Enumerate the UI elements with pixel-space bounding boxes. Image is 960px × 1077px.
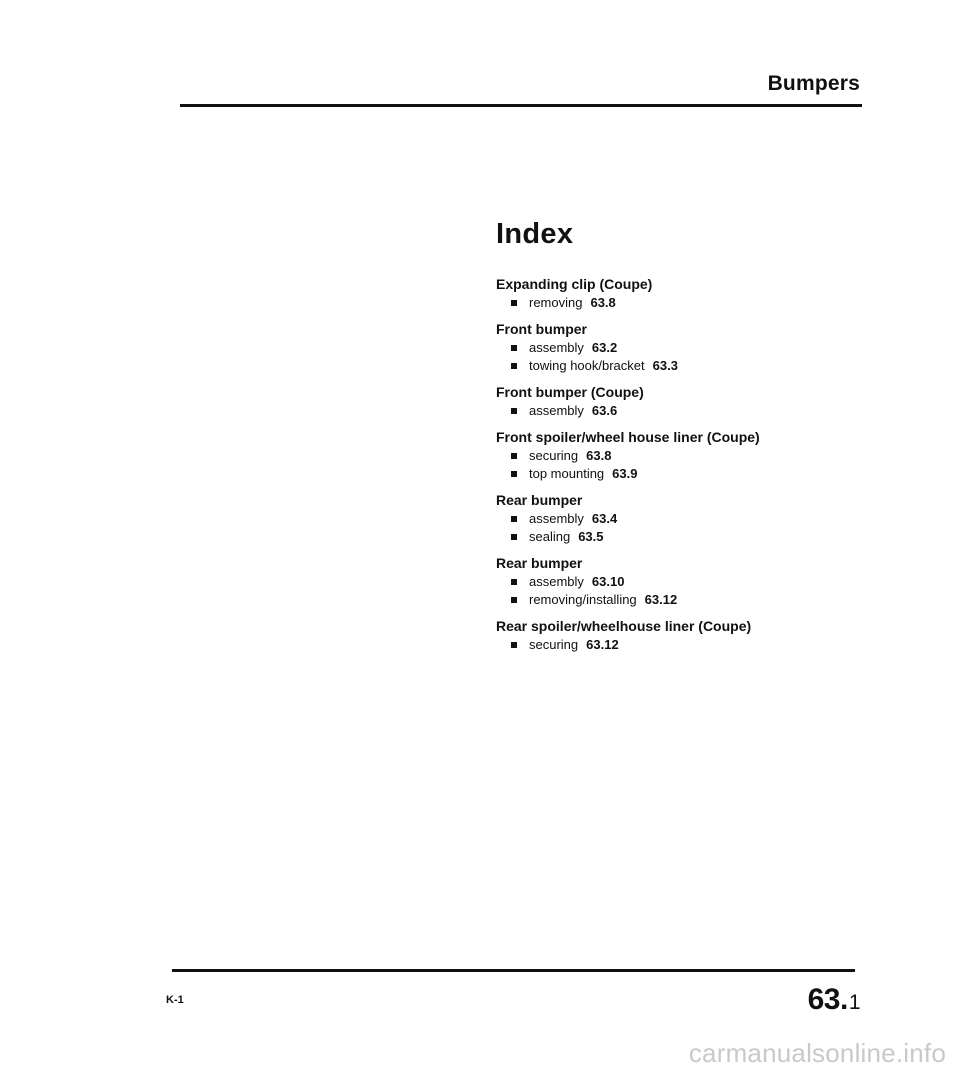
index-sub-list	[496, 402, 876, 420]
index-sub-item	[511, 294, 876, 312]
square-bullet-icon	[511, 345, 517, 351]
index-sub-item-text: towing hook/bracket	[529, 358, 645, 373]
index-sub-item	[511, 447, 876, 465]
index-sub-list	[496, 510, 876, 546]
index-sub-item	[511, 591, 876, 609]
index-sub-list	[496, 339, 876, 375]
index-sub-item	[511, 636, 876, 654]
index-sub-item-text: sealing	[529, 529, 571, 544]
index-page-reference: 63.2	[591, 340, 618, 355]
square-bullet-icon	[511, 516, 517, 522]
index-sub-item	[511, 357, 876, 375]
index-sub-item-text: removing	[529, 295, 583, 310]
index-sub-item-text: top mounting	[529, 466, 605, 481]
index-entry-title: Rear spoiler/wheelhouse liner (Coupe)	[496, 618, 752, 634]
index-sub-item	[511, 402, 876, 420]
index-page-reference: 63.8	[586, 448, 612, 463]
index-sub-item-text: securing	[529, 637, 579, 652]
square-bullet-icon	[511, 300, 517, 306]
index-page-reference: 63.6	[591, 403, 618, 418]
watermark: carmanualsonline.info	[688, 1038, 946, 1068]
index-sub-item	[511, 510, 876, 528]
index-page-reference: 63.12	[644, 592, 678, 607]
index-page-reference: 63.9	[612, 466, 638, 481]
square-bullet-icon	[511, 471, 517, 477]
index-entry	[496, 428, 876, 483]
index-sub-list	[496, 294, 876, 312]
index-entry	[496, 320, 876, 375]
index-sub-list	[496, 636, 876, 654]
index-entry-title: Front spoiler/wheel house liner (Coupe)	[496, 429, 760, 445]
index-entry-title: Expanding clip (Coupe)	[496, 276, 653, 292]
square-bullet-icon	[511, 642, 517, 648]
index-page-reference: 63.4	[591, 511, 618, 526]
square-bullet-icon	[511, 597, 517, 603]
index-entry-title: Rear bumper	[496, 492, 583, 508]
index-sub-item	[511, 465, 876, 483]
index-page-reference: 63.10	[591, 574, 625, 589]
header-rule	[180, 104, 862, 107]
page-number	[808, 983, 860, 1017]
index-page-reference: 63.5	[578, 529, 604, 544]
index-sub-list	[496, 447, 876, 483]
square-bullet-icon	[511, 579, 517, 585]
index-sub-item-text: securing	[529, 448, 579, 463]
square-bullet-icon	[511, 453, 517, 459]
index-page-reference: 63.3	[652, 358, 678, 373]
page-number-minor: 1	[848, 991, 860, 1014]
index-entry	[496, 491, 876, 546]
index-sub-item-text: assembly	[529, 574, 584, 589]
index-sub-item-text: assembly	[529, 403, 584, 418]
index-sub-item	[511, 573, 876, 591]
square-bullet-icon	[511, 408, 517, 414]
square-bullet-icon	[511, 363, 517, 369]
index-entry-title: Rear bumper	[496, 555, 583, 571]
index-entry	[496, 554, 876, 609]
index-entry-title: Front bumper	[496, 321, 587, 337]
index-sub-item-text: assembly	[529, 340, 584, 355]
page-header-title: Bumpers	[767, 72, 860, 95]
index-section	[496, 218, 876, 662]
square-bullet-icon	[511, 534, 517, 540]
index-sub-list	[496, 573, 876, 609]
index-sub-item	[511, 339, 876, 357]
index-entry	[496, 383, 876, 420]
index-sub-item-text: removing/installing	[529, 592, 637, 607]
index-entry	[496, 275, 876, 312]
footer-rule	[172, 969, 855, 972]
index-sub-item-text: assembly	[529, 511, 584, 526]
index-entry	[496, 617, 876, 654]
footer-code: K-1	[166, 994, 184, 1006]
index-heading: Index	[496, 218, 574, 250]
index-sub-item	[511, 528, 876, 546]
page-number-major: 63.	[807, 983, 848, 1016]
index-page-reference: 63.12	[586, 637, 619, 652]
index-page-reference: 63.8	[590, 295, 616, 310]
index-entry-title: Front bumper (Coupe)	[496, 384, 644, 400]
